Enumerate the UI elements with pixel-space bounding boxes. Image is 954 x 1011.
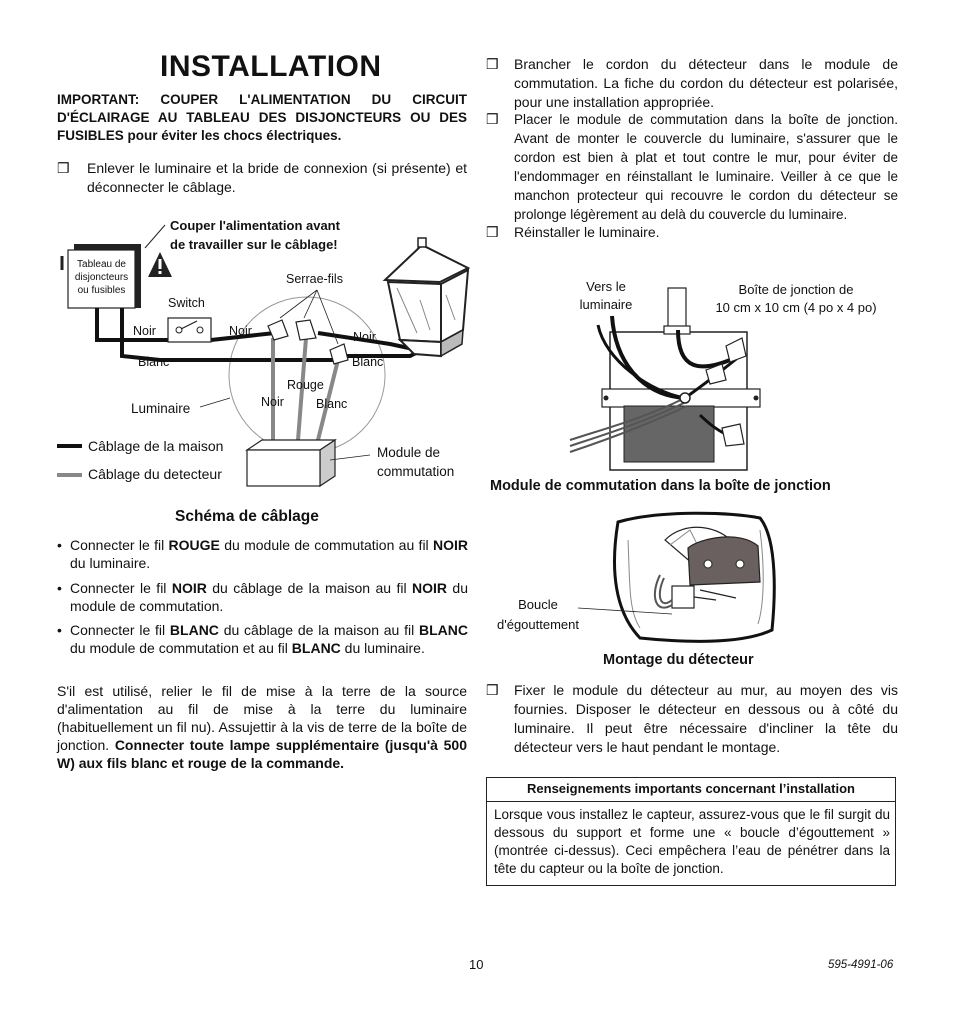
wire-nuts-label: Serrae-fils [286, 272, 343, 286]
bullet-text-part: du luminaire. [340, 640, 425, 656]
info-box-heading: Renseignements importants concernant l’installation [527, 781, 855, 796]
page-number: 10 [469, 957, 484, 972]
mount-caption: Montage du détecteur [603, 652, 754, 668]
drip-loop-label-1: Boucle [518, 597, 558, 612]
bullet-icon: • [57, 580, 62, 596]
panel-label-1: Tableau de [77, 259, 126, 270]
junction-box-label-1: Boîte de jonction de [738, 282, 854, 297]
bullet-bold: BLANC [419, 622, 468, 638]
legend-house-wiring: Câblage de la maison [88, 438, 224, 454]
ground-text-bold: Connecter toute lampe supplémentaire (jusqu'à 500 W) aux fils blanc et rouge de la commande. [57, 737, 467, 771]
bullet-bold: ROUGE [168, 537, 220, 553]
noir-label-2: Noir [229, 324, 252, 338]
blanc-label-1: Blanc [138, 355, 170, 369]
drip-loop-label [488, 595, 588, 635]
bullet-text-part: Connecter le fil [70, 537, 169, 553]
wiring-diagram-caption: Schéma de câblage [175, 508, 319, 525]
checkbox-icon: ❒ [486, 111, 499, 127]
to-fixture-label-2: luminaire [579, 297, 633, 312]
cut-power-label: Couper l'alimentation avant [170, 218, 340, 233]
info-box-body: Lorsque vous installez le capteur, assurez-vous que le fil surgit du dessous du support et forme une « boucle d’égouttement » (montrée ci-dessus). Ceci empêchera l’eau de pénétrer dans la tête du capteur ou la boîte de jonction. [494, 807, 890, 876]
panel-label-2: disjoncteurs [74, 272, 129, 283]
bullet-text-part: du module de commutation et au fil [70, 640, 292, 656]
checkbox-icon: ❒ [486, 224, 499, 240]
page-title: INSTALLATION [160, 50, 382, 83]
to-fixture-label-1: Vers le [586, 279, 626, 294]
bullet-text-part: du luminaire. [70, 555, 151, 571]
cut-power-label-2: de travailler sur le câblage! [170, 237, 338, 252]
bullet-icon: • [57, 622, 62, 638]
bullet-bold: BLANC [169, 622, 219, 638]
bullet-text-part: Connecter le fil [70, 622, 170, 638]
bullet-bold: BLANC [291, 640, 341, 656]
blanc-label-3: Blanc [316, 397, 348, 411]
document-number: 595-4991-06 [828, 959, 894, 971]
switch-label: Switch [168, 296, 205, 310]
bullet-bold: NOIR [432, 537, 468, 553]
panel-label-3: ou fusibles [77, 285, 126, 296]
checkbox-icon: ❒ [57, 160, 70, 176]
step-fix-module [486, 681, 898, 757]
bullet-text-part: du module de commutation. [70, 580, 468, 614]
checkbox-icon: ❒ [486, 682, 499, 698]
module-label-2: commutation [377, 464, 455, 479]
noir-label-4: Noir [261, 395, 284, 409]
bullet-bold: NOIR [412, 580, 447, 596]
luminaire-label: Luminaire [131, 401, 191, 416]
step-text: Placer le module de commutation dans la boîte de jonction. Avant de monter le couvercle du luminaire, s'assurer que le cordon est bien à plat et tout contre le mur, pour éviter de l'endommager en réinstallant le luminaire. Veiller à ce que le manchon protecteur qui recouvre le cordon du détecteur se prolonge légèrement au delà du couvercle du luminaire. [514, 112, 898, 222]
checkbox-icon: ❒ [486, 56, 499, 72]
ground-text: S'il est utilisé, relier le fil de mise à la terre de la source d'alimentation au fil de mise à la terre du luminaire (habituellement un fil nu). Assujettir à la vis de terre de la boîte de jonction. [57, 683, 467, 753]
bullet-text-part: du module de commutation au fil [219, 537, 433, 553]
noir-label-3: Noir [353, 330, 376, 344]
step-text: Réinstaller le luminaire. [514, 224, 660, 240]
bullet-icon: • [57, 537, 62, 553]
drip-loop-label-2: d'égouttement [497, 617, 579, 632]
step-text: Fixer le module du détecteur au mur, au moyen des vis fournies. Disposer le détecteur en dessous ou à côté du luminaire. Il peut être nécessaire d'incliner la tête du détecteur vers le haut pendant le montage. [514, 682, 898, 755]
bullet-text-part: du câblage de la maison au fil [206, 580, 412, 596]
legend-detector-wiring: Câblage du detecteur [88, 466, 222, 482]
step-text: Enlever le luminaire et la bride de connexion (si présente) et déconnecter le câblage. [87, 160, 467, 195]
bullet-bold: NOIR [171, 580, 207, 596]
noir-label-1: Noir [133, 324, 156, 338]
junction-box-label-2: 10 cm x 10 cm (4 po x 4 po) [715, 300, 877, 315]
module-label-1: Module de [377, 445, 441, 460]
blanc-label-2: Blanc [352, 355, 384, 369]
step-text: Brancher le cordon du détecteur dans le module de commutation. La fiche du cordon du détecteur est polarisée, pour une installation appropriée. [514, 56, 898, 110]
bullet-text-part: Connecter le fil [70, 580, 172, 596]
rouge-label: Rouge [287, 378, 324, 392]
junction-caption: Module de commutation dans la boîte de jonction [490, 478, 831, 494]
bullet-text-part: du câblage de la maison au fil [218, 622, 419, 638]
safety-warning: IMPORTANT: COUPER L'ALIMENTATION DU CIRCUIT D'ÉCLAIRAGE AU TABLEAU DES DISJONCTEURS OU DES FUSIBLES pour éviter les chocs électriques. [57, 92, 467, 143]
important-info-box [486, 777, 896, 886]
info-box-divider [487, 801, 895, 802]
